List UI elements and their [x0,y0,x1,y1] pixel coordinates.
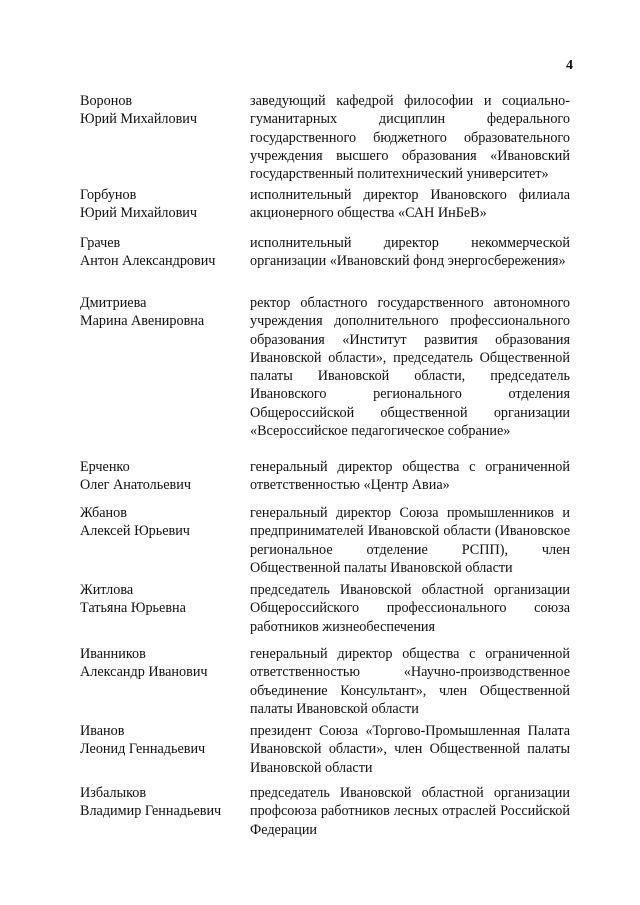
member-name [80,186,240,222]
member-name [80,784,240,820]
member-given-name: Олег Анатольевич [80,477,191,493]
member-surname: Житлова [80,582,134,598]
member-name [80,294,240,330]
member-given-name: Юрий Михайлович [80,205,198,221]
member-description: генеральный директор общества с ограниченной ответственностью «Центр Авиа» [250,459,570,494]
member-description: заведующий кафедрой философии и социально-гуманитарных дисциплин федерального государственного бюджетного образовательного учреждения высшего образования «Ивановский государственный политехнический университет» [250,93,570,183]
member-name [80,92,240,128]
member-given-name: Антон Александрович [80,253,216,269]
member-surname: Иванов [80,723,125,739]
member-description: председатель Ивановской областной организации профсоюза работников лесных отраслей Российской Федерации [250,785,570,838]
member-name [80,234,240,270]
member-given-name: Леонид Геннадьевич [80,741,206,757]
member-description: генеральный директор Союза промышленников и предпринимателей Ивановской области (Ивановское региональное отделение РСПП), член Общественной палаты Ивановской области [250,505,570,576]
member-name [80,722,240,758]
member-description: исполнительный директор Ивановского филиала акционерного общества «САН ИнБеВ» [250,187,570,222]
member-given-name: Алексей Юрьевич [80,523,190,539]
member-surname: Воронов [80,93,133,109]
page-number: 4 [566,58,573,73]
member-description: исполнительный директор некоммерческой организации «Ивановский фонд энергосбережения» [250,235,570,270]
member-description: ректор областного государственного автономного учреждения дополнительного профессионального образования «Институт развития образования Ивановской области», председатель Общественной палаты Ивановской области, председатель Ивановского регионального отделения Общероссийской общественной организации «Всероссийское педагогическое собрание» [250,295,570,440]
member-name [80,645,240,681]
member-given-name: Александр Иванович [80,664,208,680]
member-surname: Ерченко [80,459,130,475]
member-surname: Жбанов [80,505,127,521]
member-given-name: Татьяна Юрьевна [80,600,186,616]
member-description: президент Союза «Торгово-Промышленная Палата Ивановской области», член Общественной палаты Ивановской области [250,723,570,776]
member-name [80,458,240,494]
member-surname: Избалыков [80,785,147,801]
member-description: генеральный директор общества с ограниченной ответственностью «Научно-производственное объединение Консультант», член Общественной палаты Ивановской области [250,646,570,717]
member-name [80,504,240,540]
member-surname: Иванников [80,646,146,662]
member-name [80,581,240,617]
member-given-name: Марина Авенировна [80,313,205,329]
member-given-name: Владимир Геннадьевич [80,803,222,819]
member-description: председатель Ивановской областной организации Общероссийского профессионального союза работников жизнеобеспечения [250,582,570,635]
member-surname: Горбунов [80,187,137,203]
member-surname: Грачев [80,235,121,251]
member-surname: Дмитриева [80,295,147,311]
member-given-name: Юрий Михайлович [80,111,198,127]
